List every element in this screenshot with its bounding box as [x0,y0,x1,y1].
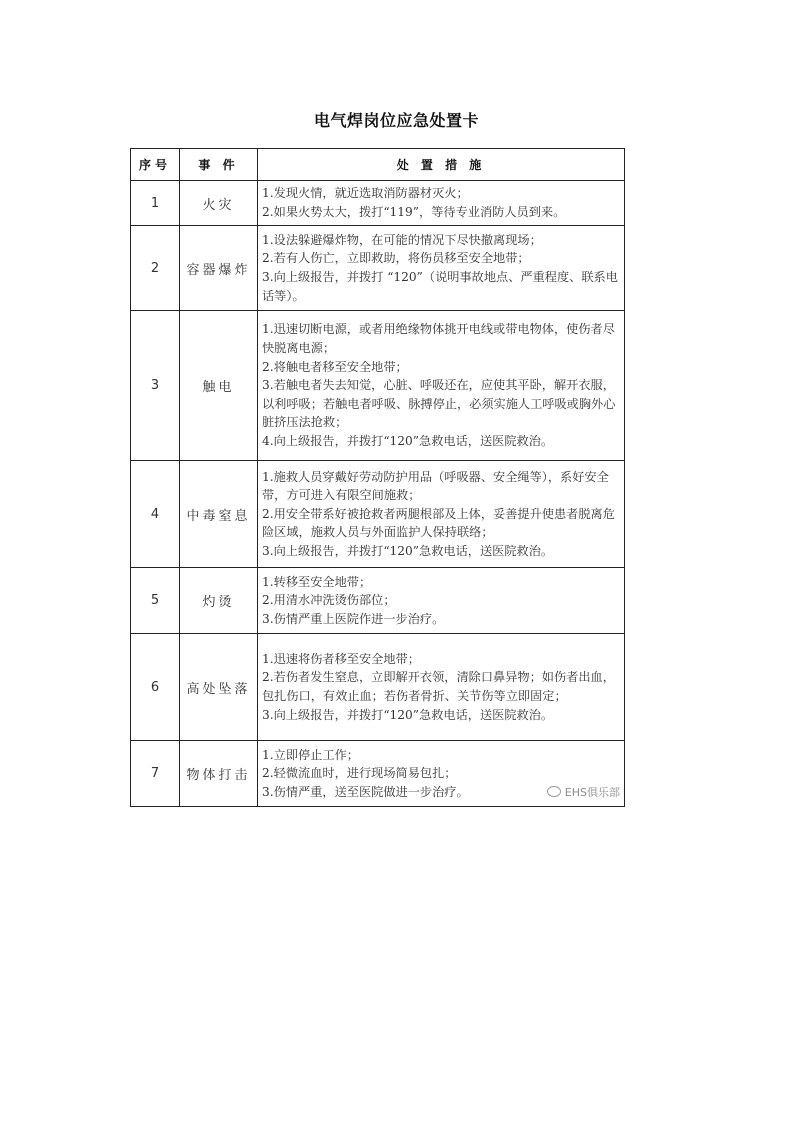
measure-item: 1.设法躲避爆炸物，在可能的情况下尽快撤离现场； [262,232,542,247]
measure-item: 2.用安全带系好被抢救者两腿根部及上体，妥善提升使患者脱离危险区域，施救人员与外面监护人保持联络； [262,506,615,540]
measure-item: 2.若伤者发生窒息，立即解开衣领，清除口鼻异物；如伤者出血，包扎伤口，有效止血；若伤者骨折、关节伤等立即固定； [262,670,615,703]
measure-item: 3.若触电者失去知觉，心脏、呼吸还在，应使其平卧，解开衣服，以利呼吸；若触电者呼吸、脉搏停止，必须实施人工呼吸或胸外心脏挤压法抢救； [262,378,616,430]
measure-item: 3.向上级报告，并拨打 “120”（说明事故地点、严重程度、联系电话等）。 [262,270,618,303]
table-row [131,226,625,311]
header-no: 序号 [131,149,180,181]
row-measures [258,461,625,568]
row-measures [258,226,625,311]
row-measures [258,181,625,226]
watermark [547,784,620,803]
measure-item: 1.迅速将伤者移至安全地带； [262,651,420,666]
measure-item: 2.将触电者移至安全地带； [262,359,408,374]
row-number: 2 [131,226,180,311]
table-body [131,181,625,807]
row-number: 7 [131,741,180,807]
row-event: 容器爆炸 [180,226,258,311]
row-number: 6 [131,634,180,741]
table-row [131,634,625,741]
measure-item: 2.如果火势太大，拨打“119”，等待专业消防人员到来。 [262,205,566,219]
measure-item: 3.伤情严重，送至医院做进一步治疗。 [262,784,469,799]
row-number: 4 [131,461,180,568]
header-event: 事 件 [180,149,258,181]
row-measures [258,634,625,741]
row-measures [258,741,625,807]
row-measures [258,568,625,634]
row-event: 触电 [180,311,258,461]
measure-item: 2.轻微流血时，进行现场简易包扎； [262,766,457,781]
table-row [131,311,625,461]
watermark-text: EHS俱乐部 [564,786,620,800]
table-row [131,181,625,226]
table-row [131,568,625,634]
table-header-row [131,149,625,181]
row-number: 1 [131,181,180,226]
measure-item: 2.用清水冲洗烫伤部位； [262,593,396,608]
header-measures: 处 置 措 施 [258,149,625,181]
row-measures [258,311,625,461]
measure-item: 1.发现火情，就近选取消防器材灭火； [262,186,469,201]
measure-item: 3.向上级报告，并拨打“120”急救电话，送医院救治。 [262,543,554,558]
measure-item: 3.向上级报告，并拨打“120”急救电话，送医院救治。 [262,707,554,722]
row-event: 物体打击 [180,741,258,807]
measure-item: 1.转移至安全地带； [262,574,372,589]
row-event: 灼烫 [180,568,258,634]
measure-item: 1.迅速切断电源，或者用绝缘物体挑开电线或带电物体，使伤者尽快脱离电源； [262,322,615,356]
emergency-card-table [130,148,625,807]
row-event: 火灾 [180,181,258,226]
measure-item: 4.向上级报告，并拨打“120”急救电话，送医院救治。 [262,433,554,448]
measure-item: 1.立即停止工作； [262,747,359,762]
row-event: 高处坠落 [180,634,258,741]
measure-item: 3.伤情严重上医院作进一步治疗。 [262,611,445,626]
measure-item: 1.施救人员穿戴好劳动防护用品（呼吸器、安全绳等），系好安全带，方可进入有限空间施救； [262,469,609,503]
row-number: 3 [131,311,180,461]
table-row [131,461,625,568]
row-event: 中毒窒息 [180,461,258,568]
row-number: 5 [131,568,180,634]
document-title: 电气焊岗位应急处置卡 [313,111,479,130]
measure-item: 2.若有人伤亡，立即救助，将伤员移至安全地带； [262,251,530,266]
table-row [131,741,625,807]
wechat-icon [547,786,561,797]
